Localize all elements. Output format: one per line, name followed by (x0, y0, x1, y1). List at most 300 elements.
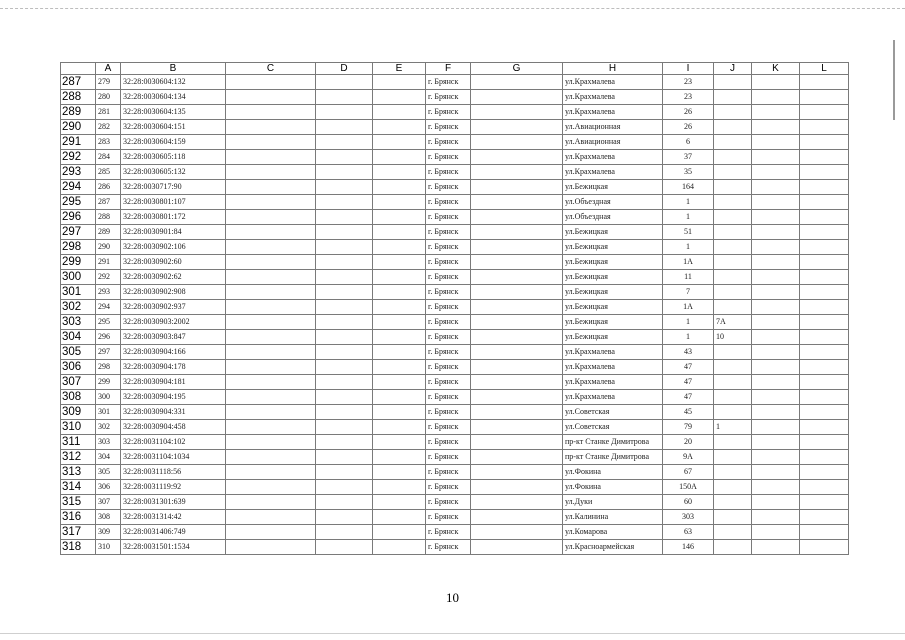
cell-street: ул.Крахмалева (563, 375, 663, 390)
table-row (61, 525, 849, 540)
cell-a: 280 (96, 90, 121, 105)
cell-c (226, 105, 316, 120)
cell-house: 20 (663, 435, 714, 450)
cell-city: г. Брянск (426, 270, 471, 285)
cell-street: ул.Крахмалева (563, 390, 663, 405)
cell-g (471, 270, 563, 285)
cell-c (226, 300, 316, 315)
cell-a: 289 (96, 225, 121, 240)
cell-city: г. Брянск (426, 135, 471, 150)
cell-g (471, 120, 563, 135)
cell-a: 292 (96, 270, 121, 285)
cell-house: 47 (663, 360, 714, 375)
table-row (61, 75, 849, 90)
table-row (61, 360, 849, 375)
cell-l (800, 75, 849, 90)
cell-building (714, 360, 752, 375)
cell-c (226, 390, 316, 405)
cell-e (373, 300, 426, 315)
cell-house: 6 (663, 135, 714, 150)
row-number: 297 (61, 225, 96, 240)
cell-house: 60 (663, 495, 714, 510)
cell-d (316, 405, 373, 420)
cell-e (373, 435, 426, 450)
cell-a: 281 (96, 105, 121, 120)
cell-building: 7А (714, 315, 752, 330)
cell-e (373, 180, 426, 195)
cell-g (471, 360, 563, 375)
cell-k (752, 300, 800, 315)
cell-c (226, 165, 316, 180)
row-number: 295 (61, 195, 96, 210)
cell-house: 26 (663, 120, 714, 135)
cell-g (471, 180, 563, 195)
cell-house: 51 (663, 225, 714, 240)
column-header: E (373, 63, 426, 75)
cell-d (316, 135, 373, 150)
cell-d (316, 300, 373, 315)
cell-d (316, 420, 373, 435)
cell-k (752, 150, 800, 165)
cell-k (752, 315, 800, 330)
table-row (61, 510, 849, 525)
cell-city: г. Брянск (426, 330, 471, 345)
cell-a: 282 (96, 120, 121, 135)
cell-house: 37 (663, 150, 714, 165)
cell-street: ул.Бежицкая (563, 300, 663, 315)
cell-cadastral-number: 32:28:0031104:1034 (121, 450, 226, 465)
cell-a: 304 (96, 450, 121, 465)
row-number: 313 (61, 465, 96, 480)
cell-building (714, 210, 752, 225)
cell-street: ул.Крахмалева (563, 75, 663, 90)
cell-cadastral-number: 32:28:0031104:102 (121, 435, 226, 450)
cell-g (471, 540, 563, 555)
table-row (61, 300, 849, 315)
table-row (61, 405, 849, 420)
cell-g (471, 105, 563, 120)
cell-building (714, 285, 752, 300)
row-number: 292 (61, 150, 96, 165)
column-header: H (563, 63, 663, 75)
cell-c (226, 420, 316, 435)
cell-l (800, 195, 849, 210)
cell-cadastral-number: 32:28:0030604:151 (121, 120, 226, 135)
cell-g (471, 315, 563, 330)
cell-d (316, 75, 373, 90)
cell-cadastral-number: 32:28:0031406:749 (121, 525, 226, 540)
cell-c (226, 180, 316, 195)
cell-c (226, 150, 316, 165)
cell-e (373, 285, 426, 300)
spreadsheet-table (60, 62, 849, 555)
cell-building (714, 150, 752, 165)
cell-city: г. Брянск (426, 90, 471, 105)
cell-d (316, 240, 373, 255)
cell-k (752, 525, 800, 540)
cell-building (714, 135, 752, 150)
cell-l (800, 525, 849, 540)
cell-e (373, 240, 426, 255)
cell-l (800, 510, 849, 525)
cell-c (226, 330, 316, 345)
cell-building (714, 195, 752, 210)
cell-street: ул.Крахмалева (563, 105, 663, 120)
cell-k (752, 165, 800, 180)
cell-house: 26 (663, 105, 714, 120)
cell-e (373, 375, 426, 390)
cell-building (714, 120, 752, 135)
row-number: 288 (61, 90, 96, 105)
cell-house: 1 (663, 330, 714, 345)
table-row (61, 480, 849, 495)
cell-e (373, 420, 426, 435)
cell-k (752, 285, 800, 300)
row-number: 294 (61, 180, 96, 195)
cell-building (714, 270, 752, 285)
cell-a: 293 (96, 285, 121, 300)
cell-e (373, 525, 426, 540)
cell-building (714, 495, 752, 510)
cell-cadastral-number: 32:28:0030604:134 (121, 90, 226, 105)
cell-l (800, 315, 849, 330)
table-row (61, 240, 849, 255)
scan-edge-bottom (0, 633, 905, 634)
cell-d (316, 480, 373, 495)
cell-k (752, 450, 800, 465)
cell-c (226, 315, 316, 330)
cell-e (373, 210, 426, 225)
cell-l (800, 480, 849, 495)
cell-a: 285 (96, 165, 121, 180)
cell-street: ул.Крахмалева (563, 345, 663, 360)
cell-cadastral-number: 32:28:0030604:159 (121, 135, 226, 150)
cell-d (316, 180, 373, 195)
cell-d (316, 375, 373, 390)
cell-c (226, 450, 316, 465)
cell-city: г. Брянск (426, 495, 471, 510)
cell-k (752, 480, 800, 495)
cell-k (752, 465, 800, 480)
row-number: 301 (61, 285, 96, 300)
cell-street: ул.Фокина (563, 480, 663, 495)
column-header: K (752, 63, 800, 75)
cell-cadastral-number: 32:28:0031118:56 (121, 465, 226, 480)
cell-city: г. Брянск (426, 465, 471, 480)
cell-house: 303 (663, 510, 714, 525)
cell-d (316, 315, 373, 330)
row-number: 315 (61, 495, 96, 510)
row-number: 312 (61, 450, 96, 465)
cell-street: ул.Крахмалева (563, 360, 663, 375)
cell-c (226, 75, 316, 90)
scan-edge-top (0, 8, 905, 9)
cell-e (373, 495, 426, 510)
cell-e (373, 390, 426, 405)
table-row (61, 495, 849, 510)
cell-street: ул.Авиационная (563, 135, 663, 150)
cell-c (226, 120, 316, 135)
cell-building (714, 255, 752, 270)
table-row (61, 285, 849, 300)
cell-l (800, 270, 849, 285)
cell-city: г. Брянск (426, 105, 471, 120)
cell-d (316, 525, 373, 540)
cell-street: ул.Крахмалева (563, 150, 663, 165)
column-header: D (316, 63, 373, 75)
cell-city: г. Брянск (426, 450, 471, 465)
cell-c (226, 495, 316, 510)
cell-e (373, 75, 426, 90)
cell-building (714, 165, 752, 180)
cell-d (316, 105, 373, 120)
cell-g (471, 135, 563, 150)
cell-cadastral-number: 32:28:0030904:458 (121, 420, 226, 435)
cell-g (471, 330, 563, 345)
cell-l (800, 540, 849, 555)
cell-cadastral-number: 32:28:0030903:2002 (121, 315, 226, 330)
cell-e (373, 315, 426, 330)
cell-g (471, 240, 563, 255)
table-row (61, 450, 849, 465)
cell-cadastral-number: 32:28:0030902:62 (121, 270, 226, 285)
cell-c (226, 525, 316, 540)
cell-k (752, 540, 800, 555)
cell-l (800, 285, 849, 300)
table-row (61, 315, 849, 330)
table-row (61, 540, 849, 555)
cell-cadastral-number: 32:28:0030904:195 (121, 390, 226, 405)
scan-edge-mark (893, 40, 895, 120)
cell-c (226, 405, 316, 420)
cell-building (714, 105, 752, 120)
cell-d (316, 210, 373, 225)
cell-house: 67 (663, 465, 714, 480)
cell-street: ул.Объездная (563, 210, 663, 225)
row-number: 293 (61, 165, 96, 180)
cell-city: г. Брянск (426, 405, 471, 420)
cell-a: 290 (96, 240, 121, 255)
cell-house: 146 (663, 540, 714, 555)
cell-e (373, 330, 426, 345)
cell-city: г. Брянск (426, 510, 471, 525)
cell-l (800, 435, 849, 450)
cell-city: г. Брянск (426, 390, 471, 405)
cell-building: 1 (714, 420, 752, 435)
cell-house: 11 (663, 270, 714, 285)
cell-k (752, 435, 800, 450)
cell-cadastral-number: 32:28:0030903:847 (121, 330, 226, 345)
cell-house: 1А (663, 300, 714, 315)
cell-city: г. Брянск (426, 165, 471, 180)
cell-d (316, 90, 373, 105)
table-row (61, 345, 849, 360)
cell-city: г. Брянск (426, 420, 471, 435)
cell-g (471, 480, 563, 495)
cell-c (226, 510, 316, 525)
cell-l (800, 105, 849, 120)
cell-a: 287 (96, 195, 121, 210)
cell-cadastral-number: 32:28:0030902:106 (121, 240, 226, 255)
cell-city: г. Брянск (426, 75, 471, 90)
table-row (61, 150, 849, 165)
cell-house: 47 (663, 375, 714, 390)
table-row (61, 195, 849, 210)
cell-d (316, 390, 373, 405)
cell-house: 23 (663, 90, 714, 105)
cell-k (752, 180, 800, 195)
cell-d (316, 270, 373, 285)
cell-g (471, 345, 563, 360)
cell-e (373, 105, 426, 120)
cell-e (373, 270, 426, 285)
cell-city: г. Брянск (426, 360, 471, 375)
cell-house: 1 (663, 195, 714, 210)
cell-house: 63 (663, 525, 714, 540)
cell-c (226, 270, 316, 285)
cell-d (316, 195, 373, 210)
cell-a: 288 (96, 210, 121, 225)
row-number: 299 (61, 255, 96, 270)
cell-e (373, 405, 426, 420)
cell-street: ул.Фокина (563, 465, 663, 480)
cell-street: ул.Бежицкая (563, 255, 663, 270)
cell-d (316, 510, 373, 525)
cell-city: г. Брянск (426, 120, 471, 135)
cell-a: 298 (96, 360, 121, 375)
cell-cadastral-number: 32:28:0030801:107 (121, 195, 226, 210)
cell-house: 23 (663, 75, 714, 90)
cell-house: 1 (663, 210, 714, 225)
row-number: 300 (61, 270, 96, 285)
cell-e (373, 345, 426, 360)
cell-a: 295 (96, 315, 121, 330)
row-number: 287 (61, 75, 96, 90)
cell-e (373, 510, 426, 525)
cell-l (800, 225, 849, 240)
cell-cadastral-number: 32:28:0030901:84 (121, 225, 226, 240)
column-header: J (714, 63, 752, 75)
row-number: 316 (61, 510, 96, 525)
cell-d (316, 540, 373, 555)
cell-street: ул.Бежицкая (563, 240, 663, 255)
row-number: 291 (61, 135, 96, 150)
table-row (61, 90, 849, 105)
cell-k (752, 345, 800, 360)
table-row (61, 180, 849, 195)
cell-e (373, 450, 426, 465)
cell-street: ул.Бежицкая (563, 270, 663, 285)
cell-c (226, 90, 316, 105)
cell-c (226, 255, 316, 270)
cell-building (714, 225, 752, 240)
cell-k (752, 270, 800, 285)
cell-l (800, 375, 849, 390)
cell-building: 10 (714, 330, 752, 345)
table-row (61, 135, 849, 150)
column-header: L (800, 63, 849, 75)
cell-a: 301 (96, 405, 121, 420)
cell-c (226, 240, 316, 255)
row-number: 289 (61, 105, 96, 120)
table-row (61, 225, 849, 240)
row-number: 303 (61, 315, 96, 330)
cell-building (714, 450, 752, 465)
cell-c (226, 540, 316, 555)
cell-d (316, 330, 373, 345)
cell-cadastral-number: 32:28:0030904:166 (121, 345, 226, 360)
cell-street: ул.Красноармейская (563, 540, 663, 555)
row-number: 314 (61, 480, 96, 495)
cell-cadastral-number: 32:28:0030904:331 (121, 405, 226, 420)
cell-building (714, 465, 752, 480)
cell-house: 1 (663, 315, 714, 330)
cell-a: 297 (96, 345, 121, 360)
cell-k (752, 375, 800, 390)
cell-house: 7 (663, 285, 714, 300)
row-number: 309 (61, 405, 96, 420)
cell-cadastral-number: 32:28:0030717:90 (121, 180, 226, 195)
cell-d (316, 285, 373, 300)
cell-g (471, 495, 563, 510)
table-row (61, 330, 849, 345)
cell-street: ул.Бежицкая (563, 225, 663, 240)
cell-street: ул.Советская (563, 420, 663, 435)
cell-building (714, 90, 752, 105)
cell-g (471, 225, 563, 240)
cell-cadastral-number: 32:28:0030904:181 (121, 375, 226, 390)
cell-g (471, 210, 563, 225)
cell-building (714, 435, 752, 450)
cell-e (373, 135, 426, 150)
cell-k (752, 120, 800, 135)
cell-e (373, 255, 426, 270)
row-number: 304 (61, 330, 96, 345)
row-number: 310 (61, 420, 96, 435)
cell-building (714, 300, 752, 315)
cell-g (471, 435, 563, 450)
column-header-row (61, 63, 849, 75)
row-number: 307 (61, 375, 96, 390)
cell-street: ул.Бежицкая (563, 315, 663, 330)
cell-l (800, 90, 849, 105)
cell-a: 283 (96, 135, 121, 150)
table-row (61, 390, 849, 405)
cell-a: 300 (96, 390, 121, 405)
cell-a: 309 (96, 525, 121, 540)
cell-a: 310 (96, 540, 121, 555)
cell-cadastral-number: 32:28:0031301:639 (121, 495, 226, 510)
cell-cadastral-number: 32:28:0030605:132 (121, 165, 226, 180)
cell-a: 294 (96, 300, 121, 315)
cell-street: ул.Бежицкая (563, 330, 663, 345)
cell-house: 9А (663, 450, 714, 465)
cell-a: 305 (96, 465, 121, 480)
table-row (61, 255, 849, 270)
table-row (61, 270, 849, 285)
cell-l (800, 420, 849, 435)
table-row (61, 465, 849, 480)
cell-g (471, 255, 563, 270)
cell-c (226, 210, 316, 225)
column-header: F (426, 63, 471, 75)
cell-c (226, 195, 316, 210)
cell-building (714, 180, 752, 195)
cell-street: ул.Бежицкая (563, 180, 663, 195)
row-number: 317 (61, 525, 96, 540)
cell-c (226, 225, 316, 240)
cell-c (226, 135, 316, 150)
